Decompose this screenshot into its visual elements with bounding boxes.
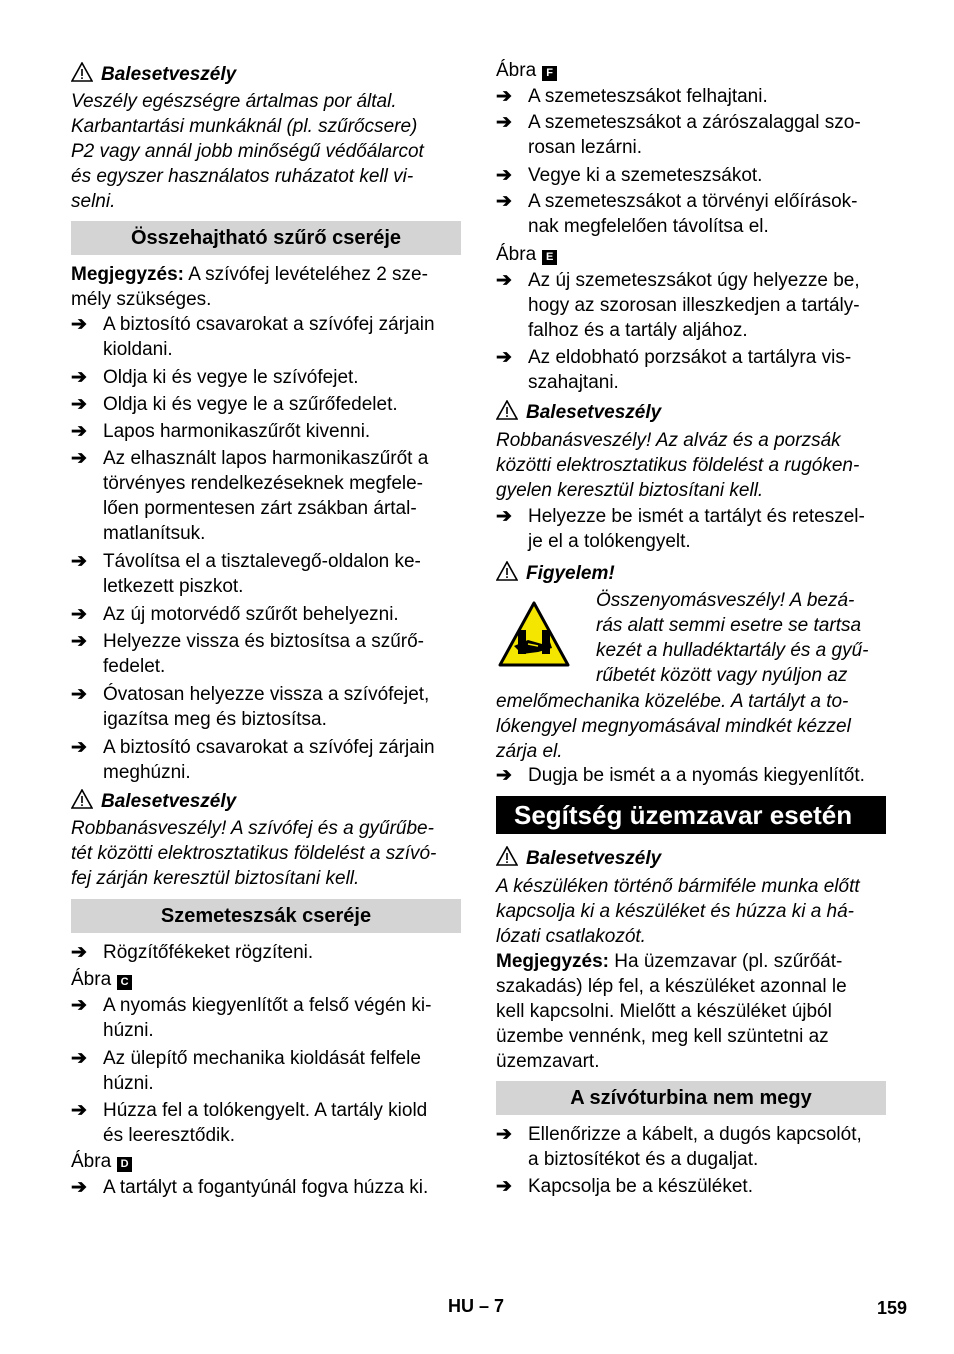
- text-line: Robbanásveszély! Az alváz és a porzsák: [496, 430, 841, 451]
- step-text-line: je el a tolókengyelt.: [528, 531, 691, 552]
- step-text-line: Rögzítőfékeket rögzíteni.: [103, 942, 314, 963]
- text-line: lózati csatlakozót.: [496, 926, 646, 947]
- chapter-heading: Segítség üzemzavar esetén: [496, 796, 886, 834]
- step-text-line: Dugja be ismét a a nyomás kiegyenlítőt.: [528, 765, 865, 786]
- step-text-line: Távolítsa el a tisztalevegő-oldalon ke-: [103, 551, 421, 572]
- step-text-line: Ellenőrizze a kábelt, a dugós kapcsolót,: [528, 1124, 862, 1145]
- arrow-icon: ➔: [496, 112, 512, 133]
- step-text-line: rosan lezárni.: [528, 137, 643, 158]
- crush-hazard-pictogram: [498, 600, 570, 668]
- note-label: Megjegyzés:: [496, 951, 609, 972]
- figure-label: Ábra: [71, 1151, 112, 1172]
- warning-heading: [496, 561, 615, 585]
- step-text-line: Helyezze be ismét a tartályt és reteszel-: [528, 506, 865, 527]
- warning-text-line: Veszély egészségre ártalmas por által.: [71, 91, 397, 112]
- step-text-line: A biztosító csavarokat a szívófej zárjain: [103, 737, 435, 758]
- text-line: Robbanásveszély! A szívófej és a gyűrűbe-: [71, 818, 434, 839]
- arrow-icon: ➔: [496, 165, 512, 186]
- warning-triangle-icon: [496, 400, 518, 420]
- note-text: A szívófej levételéhez 2 sze-: [183, 264, 428, 285]
- text-line: rás alatt semmi esetre se tartsa: [596, 615, 862, 636]
- warning-title: Balesetveszély: [101, 791, 237, 812]
- step-text-line: A szemeteszsákot a zárószalaggal szo-: [528, 112, 861, 133]
- arrow-icon: ➔: [71, 737, 87, 758]
- figure-letter-badge: C: [117, 975, 132, 990]
- step-text-line: Oldja ki és vegye le szívófejet.: [103, 367, 359, 388]
- arrow-icon: ➔: [496, 191, 512, 212]
- text-line: szakadás) lép fel, a készüléket azonnal le: [496, 976, 847, 997]
- note-line: mély szükséges.: [71, 289, 212, 310]
- warning-title: Figyelem!: [526, 563, 615, 584]
- arrow-icon: ➔: [496, 347, 512, 368]
- step-text-line: fedelet.: [103, 656, 166, 677]
- text-line: zárja el.: [496, 741, 563, 762]
- step-text-line: Az elhasznált lapos harmonikaszűrőt a: [103, 448, 429, 469]
- warning-heading: [71, 789, 236, 813]
- warning-heading: [71, 62, 236, 86]
- step-text-line: Lapos harmonikaszűrőt kivenni.: [103, 421, 371, 442]
- step-text-line: nak megfelelően távolítsa el.: [528, 216, 769, 237]
- step-text-line: Az ülepítő mechanika kioldását felfele: [103, 1048, 421, 1069]
- step-text-line: Az új szemeteszsákot úgy helyezze be,: [528, 270, 860, 291]
- step-text-line: húzni.: [103, 1020, 154, 1041]
- text-line: kell kapcsolni. Mielőtt a készüléket újból: [496, 1001, 832, 1022]
- step-text-line: kioldani.: [103, 339, 173, 360]
- warning-text-line: Karbantartási munkáknál (pl. szűrőcsere): [71, 116, 418, 137]
- step-text-line: A szemeteszsákot a törvényi előírások-: [528, 191, 858, 212]
- warning-heading: [496, 400, 661, 424]
- arrow-icon: ➔: [496, 270, 512, 291]
- step-text-line: igazítsa meg és biztosítsa.: [103, 709, 327, 730]
- text-line: kezét a hulladéktartály és a gyű-: [596, 640, 869, 661]
- step-text-line: Vegye ki a szemeteszsákot.: [528, 165, 763, 186]
- figure-reference: [496, 243, 557, 267]
- warning-triangle-icon: [496, 846, 518, 866]
- step-text-line: szahajtani.: [528, 372, 619, 393]
- footer-section-label: HU – 7: [448, 1296, 505, 1316]
- arrow-icon: ➔: [71, 421, 87, 442]
- step-text-line: húzni.: [103, 1073, 154, 1094]
- arrow-icon: ➔: [71, 942, 87, 963]
- text-line: Összenyomásveszély! A bezá-: [596, 590, 855, 611]
- arrow-icon: ➔: [71, 684, 87, 705]
- figure-label: Ábra: [71, 969, 112, 990]
- step-text-line: Kapcsolja be a készüléket.: [528, 1176, 753, 1197]
- step-text-line: A biztosító csavarokat a szívófej zárjain: [103, 314, 435, 335]
- step-text-line: A szemeteszsákot felhajtani.: [528, 86, 768, 107]
- text-line: gyelen keresztül biztosítani kell.: [496, 480, 764, 501]
- warning-triangle-icon: [496, 561, 518, 581]
- note-text: Ha üzemzavar (pl. szűrőát-: [608, 951, 843, 972]
- step-text-line: hogy az szorosan illeszkedjen a tartály-: [528, 295, 860, 316]
- step-text-line: Az eldobható porzsákot a tartályra vis-: [528, 347, 852, 368]
- section-heading: Összehajtható szűrő cseréje: [71, 221, 461, 255]
- step-text-line: lően pormentesen zárt zsákban ártal-: [103, 498, 417, 519]
- text-line: kapcsolja ki a készüléket és húzza ki a há-: [496, 901, 855, 922]
- arrow-icon: ➔: [496, 765, 512, 786]
- figure-letter-badge: F: [542, 66, 557, 81]
- note-line: [496, 950, 842, 974]
- warning-title: Balesetveszély: [526, 402, 662, 423]
- warning-title: Balesetveszély: [526, 848, 662, 869]
- text-line: fej zárján keresztül biztosítani kell.: [71, 868, 360, 889]
- arrow-icon: ➔: [71, 631, 87, 652]
- arrow-icon: ➔: [71, 314, 87, 335]
- step-text-line: A tartályt a fogantyúnál fogva húzza ki.: [103, 1177, 429, 1198]
- text-line: üzembe vennénk, meg kell szüntetni az: [496, 1026, 829, 1047]
- step-text-line: Az új motorvédő szűrőt behelyezni.: [103, 604, 399, 625]
- figure-letter-badge: E: [542, 250, 557, 265]
- warning-text-line: P2 vagy annál jobb minőségű védőálarcot: [71, 141, 424, 162]
- arrow-icon: ➔: [71, 995, 87, 1016]
- text-line: emelőmechanika közelébe. A tartályt a to-: [496, 691, 849, 712]
- step-text-line: meghúzni.: [103, 762, 191, 783]
- arrow-icon: ➔: [496, 1124, 512, 1145]
- figure-label: Ábra: [496, 244, 537, 265]
- page-number: 159: [877, 1298, 908, 1318]
- warning-triangle-icon: [71, 62, 93, 82]
- warning-title: Balesetveszély: [101, 64, 237, 85]
- text-line: üzemzavart.: [496, 1051, 600, 1072]
- figure-reference: [71, 1150, 132, 1174]
- warning-text-line: selni.: [71, 191, 116, 212]
- step-text-line: A nyomás kiegyenlítőt a felső végén ki-: [103, 995, 432, 1016]
- note-line: [71, 263, 428, 287]
- text-line: lókengyel megnyomásával mindkét kézzel: [496, 716, 851, 737]
- step-text-line: Húzza fel a tolókengyelt. A tartály kiold: [103, 1100, 428, 1121]
- arrow-icon: ➔: [496, 86, 512, 107]
- step-text-line: és leeresztődik.: [103, 1125, 236, 1146]
- step-text-line: matlanítsuk.: [103, 523, 206, 544]
- step-text-line: a biztosítékot és a dugaljat.: [528, 1149, 759, 1170]
- step-text-line: letkezett piszkot.: [103, 576, 244, 597]
- step-text-line: Oldja ki és vegye le a szűrőfedelet.: [103, 394, 398, 415]
- figure-label: Ábra: [496, 60, 537, 81]
- step-text-line: Helyezze vissza és biztosítsa a szűrő-: [103, 631, 425, 652]
- figure-reference: [71, 968, 132, 992]
- text-line: rűbetét között vagy nyúljon az: [596, 665, 848, 686]
- arrow-icon: ➔: [71, 604, 87, 625]
- section-heading: Szemeteszsák cseréje: [71, 899, 461, 933]
- text-line: A készüléken történő bármiféle munka előtt: [496, 876, 860, 897]
- note-label: Megjegyzés:: [71, 264, 184, 285]
- step-text-line: törvényes rendelkezéseknek megfele-: [103, 473, 424, 494]
- text-line: közötti elektrosztatikus földelést a rugóken-: [496, 455, 860, 476]
- arrow-icon: ➔: [71, 551, 87, 572]
- arrow-icon: ➔: [71, 394, 87, 415]
- arrow-icon: ➔: [71, 1100, 87, 1121]
- figure-reference: [496, 59, 557, 83]
- section-heading: A szívóturbina nem megy: [496, 1081, 886, 1115]
- figure-letter-badge: D: [117, 1157, 132, 1172]
- arrow-icon: ➔: [496, 1176, 512, 1197]
- arrow-icon: ➔: [71, 367, 87, 388]
- arrow-icon: ➔: [71, 1177, 87, 1198]
- step-text-line: falhoz és a tartály aljához.: [528, 320, 748, 341]
- arrow-icon: ➔: [71, 1048, 87, 1069]
- step-text-line: Óvatosan helyezze vissza a szívófejet,: [103, 684, 430, 705]
- arrow-icon: ➔: [496, 506, 512, 527]
- arrow-icon: ➔: [71, 448, 87, 469]
- warning-triangle-icon: [71, 789, 93, 809]
- text-line: tét közötti elektrosztatikus földelést a szívó-: [71, 843, 437, 864]
- warning-text-line: és egyszer használatos ruházatot kell vi-: [71, 166, 414, 187]
- warning-heading: [496, 846, 661, 870]
